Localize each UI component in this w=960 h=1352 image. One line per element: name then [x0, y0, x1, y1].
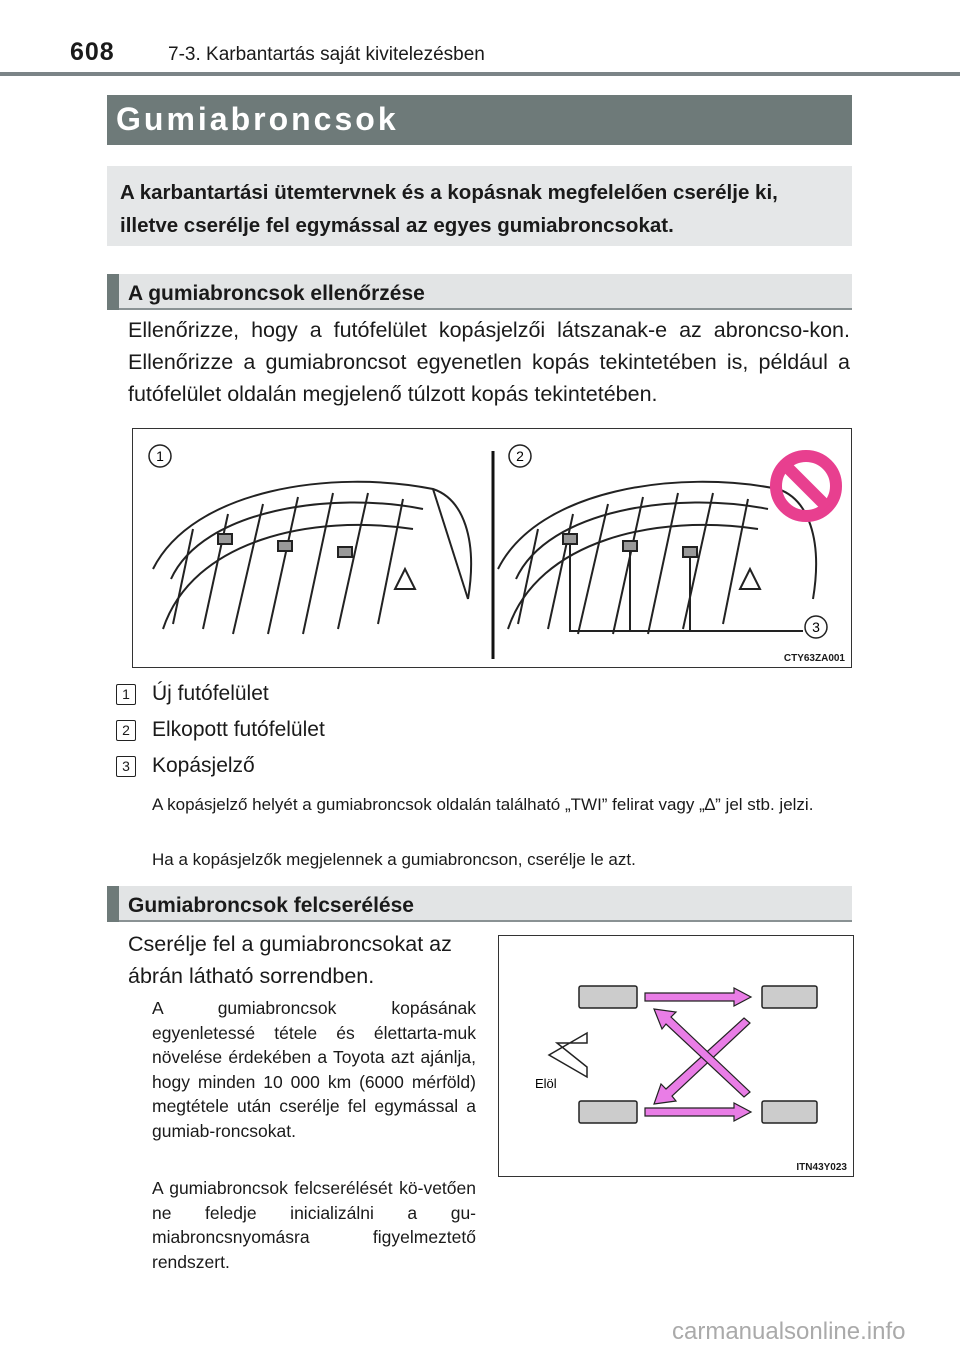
legend-label-wear-indicator: Kopásjelző	[152, 754, 255, 777]
section-heading-marker	[107, 274, 119, 310]
front-label: Elöl	[535, 1076, 557, 1091]
new-tread-tire	[153, 482, 471, 634]
rotation-body: Cserélje fel a gumiabroncsokat az ábrán látható sorrendben.	[128, 932, 452, 988]
arrow-front-left-to-right	[645, 988, 751, 1006]
rotation-arrows	[645, 988, 751, 1121]
figure-code: ITN43Y023	[796, 1162, 847, 1173]
arrow-rear-left-to-right	[645, 1103, 751, 1121]
prohibition-icon	[776, 456, 836, 516]
tread-wear-illustration	[133, 429, 851, 667]
section-heading-inspection: A gumiabroncsok ellenőrzése	[128, 282, 425, 305]
rotation-diagram	[499, 936, 853, 1176]
wear-indicator-note: A kopásjelző helyét a gumiabroncsok oldalán található „TWI” felirat vagy „∆” jel stb. jelzi.	[152, 795, 814, 814]
tire-rear-right	[762, 1101, 817, 1123]
figure-code: CTY63ZA001	[783, 653, 845, 664]
page-title: Gumiabroncsok	[116, 101, 399, 137]
arrow-front-right-to-rear-left	[654, 1018, 750, 1104]
legend-number: 1	[116, 684, 136, 705]
legend-label-new-tread: Új futófelület	[152, 682, 269, 705]
watermark: carmanualsonline.info	[672, 1318, 906, 1345]
tire-front-right	[762, 986, 817, 1008]
section-heading-marker	[107, 886, 119, 922]
tire-front-left	[579, 986, 637, 1008]
section-heading-rotation: Gumiabroncsok felcserélése	[128, 894, 414, 917]
worn-tread-tire	[498, 482, 816, 634]
legend-label-worn-tread: Elkopott futófelület	[152, 718, 325, 741]
callout-3-label: 3	[812, 619, 820, 635]
arrow-rear-right-to-front-left	[654, 1009, 750, 1097]
rotation-note-interval: A gumiabroncsok kopásának egyenletessé tétele és élettarta-muk növelése érdekében a Toyota azt ajánlja, hogy minden 10 000 km (6000 mérföld) megtétele után cserélje fel egymással a gumiab-roncsokat.	[152, 998, 476, 1141]
header-divider	[0, 72, 960, 76]
legend-number: 3	[116, 756, 136, 777]
callout-1-label: 1	[156, 448, 164, 464]
tire-rear-left	[579, 1101, 637, 1123]
page-number: 608	[70, 38, 115, 66]
intro-text: A karbantartási ütemtervnek és a kopásnak megfelelően cserélje ki, illetve cserélje fel egymással az egyes gumiabroncsokat.	[120, 181, 778, 237]
replace-note: Ha a kopásjelzők megjelennek a gumiabroncson, cserélje le azt.	[152, 850, 636, 869]
legend-number: 2	[116, 720, 136, 741]
rotation-figure	[498, 935, 854, 1177]
chapter-title: 7-3. Karbantartás saját kivitelezésben	[168, 44, 485, 65]
inspection-body: Ellenőrizze, hogy a futófelület kopásjelzői látszanak-e az abroncso-kon. Ellenőrizze a gumiabroncsot egyenetlen kopás tekintetében is, például a futófelület oldalán megjelenő túlzott kopás tekintetében.	[128, 318, 850, 406]
rotation-note-tpms: A gumiabroncsok felcserélését kö-vetően ne feledje inicializálni a gu-miabroncsnyomásra figyelmeztető rendszert.	[152, 1178, 476, 1272]
front-direction-arrow-icon	[549, 1033, 587, 1077]
tread-wear-figure	[132, 428, 852, 668]
callout-2-label: 2	[516, 448, 524, 464]
